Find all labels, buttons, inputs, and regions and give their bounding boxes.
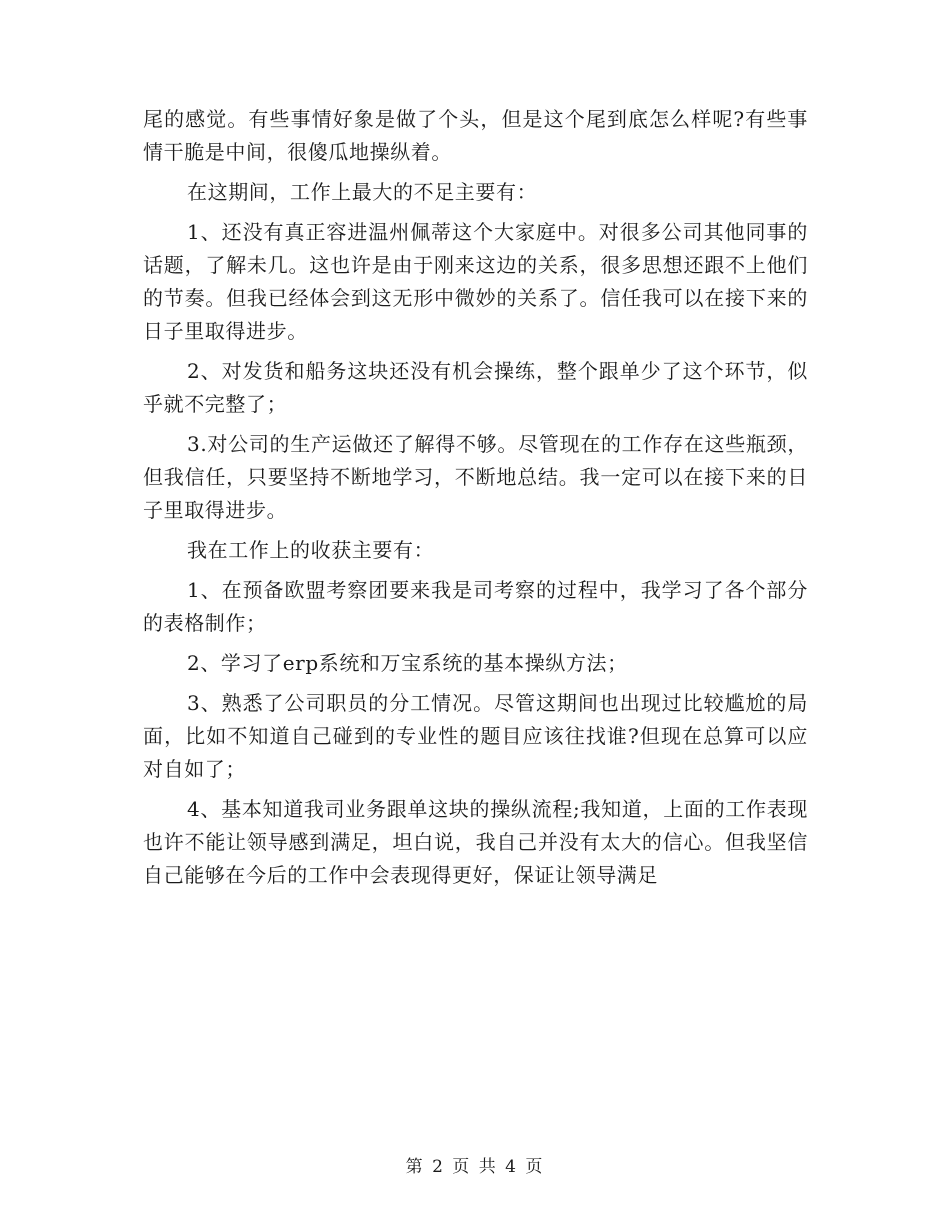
paragraph: 4、基本知道我司业务跟单这块的操纵流程;我知道，上面的工作表现也许不能让领导感到满足，坦白说，我自己并没有太大的信心。但我坚信自己能够在今后的工作中会表现得更好，保证让领导满足 — [143, 797, 808, 887]
paragraph: 在这期间，工作上最大的不足主要有： — [187, 180, 538, 204]
paragraph: 2、对发货和船务这块还没有机会操练，整个跟单少了这个环节，似乎就不完整了； — [143, 359, 808, 416]
paragraph: 1、在预备欧盟考察团要来我是司考察的过程中，我学习了各个部分的表格制作； — [143, 578, 808, 635]
paragraph: 3.对公司的生产运做还了解得不够。尽管现在的工作存在这些瓶颈，但我信任，只要坚持不断地学习，不断地总结。我一定可以在接下来的日子里取得进步。 — [143, 432, 808, 522]
document-body — [143, 103, 808, 899]
paragraph: 3、熟悉了公司职员的分工情况。尽管这期间也出现过比较尴尬的局面，比如不知道自己碰到的专业性的题目应该往找谁?但现在总算可以应对自如了； — [143, 691, 808, 781]
paragraph: 1、还没有真正容进温州佩蒂这个大家庭中。对很多公司其他同事的话题，了解未几。这也许是由于刚来这边的关系，很多思想还跟不上他们的节奏。但我已经体会到这无形中微妙的关系了。信任我可以在接下来的日子里取得进步。 — [143, 220, 808, 343]
page-footer: 第 2 页 共 4 页 — [405, 1157, 545, 1177]
paragraph: 我在工作上的收获主要有： — [187, 538, 435, 562]
paragraph: 2、学习了erp系统和万宝系统的基本操纵方法； — [187, 651, 628, 675]
paragraph: 尾的感觉。有些事情好象是做了个头，但是这个尾到底怎么样呢?有些事情干脆是中间，很傻瓜地操纵着。 — [143, 107, 808, 164]
